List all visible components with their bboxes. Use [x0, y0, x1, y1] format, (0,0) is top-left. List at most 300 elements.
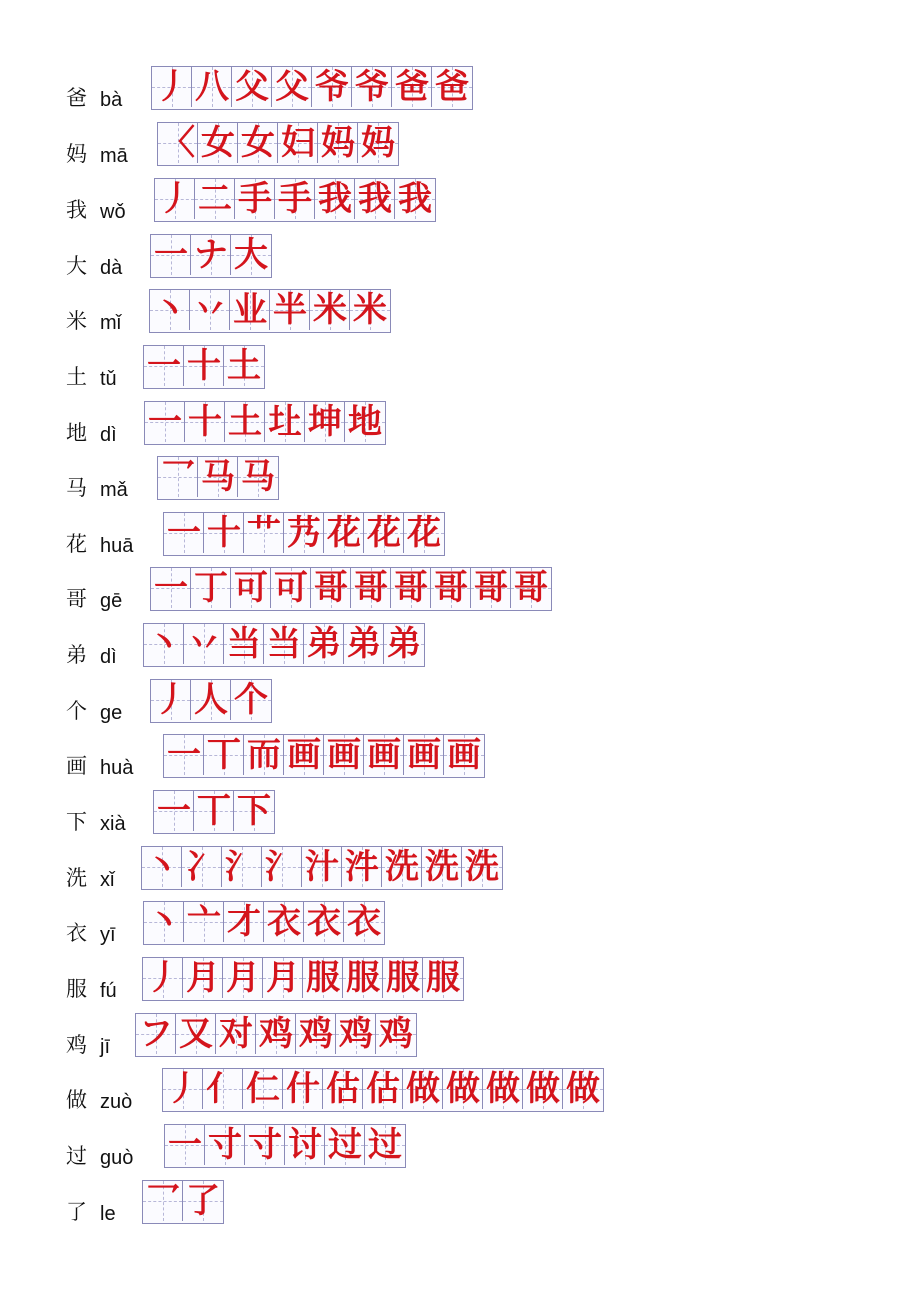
stroke-step-glyph: 画 [327, 735, 361, 775]
pinyin-label: gē [100, 590, 123, 612]
stroke-step-glyph: 冫 [185, 847, 219, 887]
stroke-step-cell [204, 735, 244, 775]
stroke-step-cell [256, 1014, 296, 1054]
stroke-step-cell [191, 680, 231, 720]
stroke-step-cell [190, 290, 230, 330]
stroke-step-cell [183, 1181, 223, 1221]
stroke-step-cell [383, 958, 423, 998]
stroke-step-cell [143, 958, 183, 998]
stroke-step-glyph: 一 [154, 568, 188, 608]
stroke-step-glyph: 丅 [207, 735, 241, 775]
stroke-step-cell [204, 513, 244, 553]
stroke-step-cell [231, 680, 271, 720]
stroke-step-glyph: 汼 [345, 847, 379, 887]
stroke-step-glyph: 妇 [281, 123, 315, 163]
stroke-step-cell [310, 290, 350, 330]
stroke-step-glyph: 衣 [307, 902, 341, 942]
character-row [0, 901, 920, 951]
character-label: 个 [66, 699, 87, 723]
stroke-step-cell [304, 624, 344, 664]
stroke-step-cell [443, 1069, 483, 1109]
stroke-step-cell [198, 457, 238, 497]
stroke-step-cell [230, 290, 270, 330]
stroke-order-strip [162, 1068, 604, 1112]
stroke-step-glyph: 丿 [155, 67, 189, 107]
stroke-step-cell [232, 67, 272, 107]
character-label: 我 [66, 198, 87, 222]
character-label: 哥 [66, 587, 87, 611]
stroke-order-strip [150, 567, 552, 611]
stroke-order-strip [150, 679, 272, 723]
stroke-step-cell [483, 1069, 523, 1109]
stroke-step-cell [325, 1125, 365, 1165]
stroke-step-glyph: 土 [227, 346, 261, 386]
stroke-step-glyph: 马 [201, 457, 235, 497]
stroke-step-glyph: 洗 [465, 847, 499, 887]
stroke-step-cell [431, 568, 471, 608]
stroke-step-cell [151, 235, 191, 275]
stroke-order-strip [163, 734, 485, 778]
stroke-step-glyph: 花 [407, 513, 441, 553]
stroke-step-cell [223, 958, 263, 998]
stroke-step-cell [182, 847, 222, 887]
stroke-step-cell [183, 958, 223, 998]
stroke-step-cell [191, 568, 231, 608]
stroke-step-glyph: 丿 [154, 680, 188, 720]
stroke-step-glyph: 艿 [287, 513, 321, 553]
stroke-step-cell [205, 1125, 245, 1165]
stroke-step-cell [150, 290, 190, 330]
character-label: 米 [66, 309, 87, 333]
stroke-step-cell [164, 513, 204, 553]
stroke-step-cell [296, 1014, 336, 1054]
stroke-step-cell [184, 624, 224, 664]
stroke-step-glyph: 〈 [161, 123, 195, 163]
stroke-step-glyph: 过 [368, 1125, 402, 1165]
stroke-step-glyph: 丿 [166, 1069, 200, 1109]
stroke-step-cell [365, 1125, 405, 1165]
stroke-step-cell [224, 624, 264, 664]
stroke-step-cell [344, 902, 384, 942]
character-label: 鸡 [66, 1033, 87, 1057]
stroke-step-glyph: 丶 [145, 847, 179, 887]
stroke-step-glyph: 个 [234, 680, 268, 720]
stroke-step-cell [523, 1069, 563, 1109]
stroke-step-glyph: 鸡 [259, 1014, 293, 1054]
stroke-step-glyph: 我 [398, 179, 432, 219]
stroke-step-cell [364, 735, 404, 775]
stroke-step-cell [244, 735, 284, 775]
character-row [0, 512, 920, 562]
stroke-step-glyph: 画 [287, 735, 321, 775]
stroke-step-cell [312, 67, 352, 107]
stroke-step-glyph: 丅 [197, 791, 231, 831]
stroke-step-cell [364, 513, 404, 553]
stroke-step-cell [351, 568, 391, 608]
stroke-step-cell [185, 402, 225, 442]
stroke-step-cell [191, 235, 231, 275]
stroke-step-glyph: 我 [358, 179, 392, 219]
stroke-step-glyph: 又 [179, 1014, 213, 1054]
stroke-step-glyph: 坤 [308, 402, 342, 442]
stroke-step-cell [224, 902, 264, 942]
stroke-step-cell [275, 179, 315, 219]
stroke-step-glyph: 才 [227, 902, 261, 942]
stroke-step-glyph: 圵 [268, 402, 302, 442]
stroke-step-cell [305, 402, 345, 442]
stroke-step-glyph: 一 [148, 402, 182, 442]
stroke-step-glyph: 下 [237, 791, 271, 831]
stroke-step-glyph: 仁 [246, 1069, 280, 1109]
stroke-step-cell [155, 179, 195, 219]
stroke-step-cell [238, 123, 278, 163]
stroke-step-glyph: 什 [286, 1069, 320, 1109]
stroke-step-glyph: 洗 [385, 847, 419, 887]
stroke-step-cell [315, 179, 355, 219]
stroke-step-glyph: 一 [167, 735, 201, 775]
character-row [0, 567, 920, 617]
stroke-step-cell [323, 1069, 363, 1109]
stroke-step-glyph: 可 [274, 568, 308, 608]
stroke-order-strip [142, 957, 464, 1001]
stroke-step-glyph: 服 [346, 958, 380, 998]
stroke-step-cell [184, 902, 224, 942]
pinyin-label: huà [100, 757, 134, 779]
pinyin-label: huā [100, 535, 134, 557]
stroke-step-cell [283, 1069, 323, 1109]
character-label: 下 [66, 810, 87, 834]
stroke-step-glyph: 服 [386, 958, 420, 998]
stroke-step-glyph: 十 [188, 402, 222, 442]
stroke-step-cell [284, 735, 324, 775]
stroke-step-cell [324, 735, 364, 775]
stroke-step-glyph: 花 [327, 513, 361, 553]
stroke-step-cell [225, 402, 265, 442]
stroke-step-cell [158, 457, 198, 497]
stroke-step-glyph: 洗 [425, 847, 459, 887]
stroke-step-cell [284, 513, 324, 553]
character-row [0, 790, 920, 840]
character-row [0, 957, 920, 1007]
stroke-step-cell [358, 123, 398, 163]
stroke-step-glyph: 当 [227, 624, 261, 664]
character-row [0, 1068, 920, 1118]
stroke-order-strip [142, 1180, 224, 1224]
stroke-step-glyph: 估 [366, 1069, 400, 1109]
character-row [0, 679, 920, 729]
stroke-step-glyph: 月 [266, 958, 300, 998]
character-label: 大 [66, 254, 87, 278]
stroke-step-glyph: 半 [273, 290, 307, 330]
stroke-step-glyph: 丶 [147, 902, 181, 942]
pinyin-label: ge [100, 702, 123, 724]
stroke-order-strip [143, 623, 425, 667]
character-row [0, 734, 920, 784]
stroke-step-glyph: 衣 [347, 902, 381, 942]
stroke-step-cell [264, 624, 304, 664]
stroke-step-glyph: 哥 [354, 568, 388, 608]
character-label: 洗 [66, 866, 87, 890]
stroke-step-glyph: 而 [247, 735, 281, 775]
stroke-step-glyph: 女 [241, 123, 275, 163]
stroke-step-glyph: 丷 [187, 624, 221, 664]
stroke-step-cell [203, 1069, 243, 1109]
stroke-step-glyph: 鸡 [339, 1014, 373, 1054]
stroke-order-strip [150, 234, 272, 278]
stroke-step-cell [304, 902, 344, 942]
character-label: 花 [66, 532, 87, 556]
stroke-step-glyph: 丿 [158, 179, 192, 219]
stroke-step-glyph: 一 [157, 791, 191, 831]
stroke-step-cell [403, 1069, 443, 1109]
pinyin-label: jī [100, 1036, 110, 1058]
character-row [0, 289, 920, 339]
stroke-step-glyph: 乛 [146, 1181, 180, 1221]
stroke-step-cell [263, 958, 303, 998]
stroke-step-glyph: 哥 [514, 568, 548, 608]
stroke-step-cell [355, 179, 395, 219]
character-label: 了 [66, 1200, 87, 1224]
stroke-order-strip [151, 66, 473, 110]
stroke-step-glyph: 做 [566, 1069, 600, 1109]
character-label: 服 [66, 977, 87, 1001]
stroke-step-cell [238, 457, 278, 497]
stroke-step-glyph: 丶 [153, 290, 187, 330]
character-row [0, 456, 920, 506]
pinyin-label: guò [100, 1147, 134, 1169]
stroke-step-glyph: 弟 [387, 624, 421, 664]
stroke-step-glyph: 鸡 [379, 1014, 413, 1054]
stroke-step-glyph: 米 [353, 290, 387, 330]
stroke-step-cell [184, 346, 224, 386]
pinyin-label: mǎ [100, 479, 128, 501]
stroke-step-glyph: 服 [426, 958, 460, 998]
pinyin-label: mǐ [100, 312, 122, 334]
stroke-step-glyph: 父 [235, 67, 269, 107]
stroke-step-cell [423, 958, 463, 998]
stroke-step-glyph: 对 [219, 1014, 253, 1054]
character-label: 弟 [66, 643, 87, 667]
stroke-step-cell [422, 847, 462, 887]
pinyin-label: dà [100, 257, 123, 279]
stroke-step-glyph: 估 [326, 1069, 360, 1109]
stroke-step-cell [363, 1069, 403, 1109]
character-label: 爸 [66, 86, 87, 110]
stroke-step-glyph: 父 [275, 67, 309, 107]
stroke-step-cell [234, 791, 274, 831]
stroke-step-glyph: 画 [407, 735, 441, 775]
stroke-step-cell [143, 1181, 183, 1221]
stroke-step-cell [243, 1069, 283, 1109]
stroke-step-glyph: 服 [306, 958, 340, 998]
stroke-step-cell [244, 513, 284, 553]
stroke-step-glyph: 汁 [305, 847, 339, 887]
stroke-step-cell [235, 179, 275, 219]
stroke-step-glyph: 氵 [265, 847, 299, 887]
character-row [0, 401, 920, 451]
pinyin-label: mā [100, 145, 128, 167]
character-row [0, 66, 920, 116]
stroke-step-glyph: 八 [195, 67, 229, 107]
stroke-step-cell [272, 67, 312, 107]
stroke-step-cell [265, 402, 305, 442]
stroke-step-glyph: 一 [168, 1125, 202, 1165]
stroke-step-glyph: 乛 [161, 457, 195, 497]
stroke-order-strip [157, 456, 279, 500]
stroke-step-cell [142, 847, 182, 887]
stroke-step-glyph: 土 [228, 402, 262, 442]
character-row [0, 234, 920, 284]
stroke-order-strip [154, 178, 436, 222]
character-row [0, 345, 920, 395]
stroke-step-glyph: 丷 [193, 290, 227, 330]
stroke-step-cell [395, 179, 435, 219]
stroke-step-glyph: 爷 [355, 67, 389, 107]
stroke-step-glyph: 十 [187, 346, 221, 386]
stroke-step-cell [270, 290, 310, 330]
stroke-step-cell [245, 1125, 285, 1165]
stroke-step-glyph: 讨 [288, 1125, 322, 1165]
stroke-step-cell [231, 568, 271, 608]
stroke-step-glyph: 衣 [267, 902, 301, 942]
stroke-step-cell [462, 847, 502, 887]
stroke-step-glyph: 丿 [146, 958, 180, 998]
stroke-step-cell [471, 568, 511, 608]
pinyin-label: zuò [100, 1091, 133, 1113]
stroke-step-glyph: 花 [367, 513, 401, 553]
stroke-step-cell [222, 847, 262, 887]
stroke-step-cell [344, 624, 384, 664]
stroke-step-glyph: 寸 [248, 1125, 282, 1165]
stroke-step-cell [278, 123, 318, 163]
stroke-step-glyph: 妈 [361, 123, 395, 163]
stroke-step-glyph: 做 [406, 1069, 440, 1109]
stroke-step-glyph: 月 [186, 958, 220, 998]
stroke-step-cell [352, 67, 392, 107]
stroke-step-cell [144, 624, 184, 664]
stroke-step-glyph: 业 [233, 290, 267, 330]
stroke-step-glyph: 女 [201, 123, 235, 163]
stroke-step-cell [342, 847, 382, 887]
stroke-step-cell [164, 735, 204, 775]
stroke-step-cell [563, 1069, 603, 1109]
stroke-step-cell [343, 958, 383, 998]
character-row [0, 1180, 920, 1230]
stroke-step-cell [145, 402, 185, 442]
stroke-step-cell [444, 735, 484, 775]
stroke-step-glyph: 米 [313, 290, 347, 330]
stroke-step-glyph: 当 [267, 624, 301, 664]
stroke-order-strip [157, 122, 399, 166]
stroke-order-strip [135, 1013, 417, 1057]
stroke-step-cell [224, 346, 264, 386]
stroke-step-cell [152, 67, 192, 107]
stroke-order-strip [141, 846, 503, 890]
stroke-order-strip [144, 401, 386, 445]
character-row [0, 1124, 920, 1174]
stroke-step-cell [511, 568, 551, 608]
stroke-step-glyph: 鸡 [299, 1014, 333, 1054]
stroke-step-cell [195, 179, 235, 219]
character-label: 做 [66, 1088, 87, 1112]
stroke-step-glyph: 可 [234, 568, 268, 608]
stroke-step-cell [158, 123, 198, 163]
stroke-step-cell [302, 847, 342, 887]
stroke-step-cell [404, 513, 444, 553]
stroke-step-glyph: 亠 [187, 902, 221, 942]
stroke-step-cell [262, 847, 302, 887]
stroke-order-strip [143, 901, 385, 945]
stroke-step-glyph: 弟 [347, 624, 381, 664]
character-row [0, 846, 920, 896]
stroke-step-cell [404, 735, 444, 775]
stroke-step-cell [271, 568, 311, 608]
stroke-step-cell [151, 568, 191, 608]
pinyin-label: wǒ [100, 201, 126, 223]
stroke-step-glyph: 爸 [395, 67, 429, 107]
stroke-step-cell [324, 513, 364, 553]
stroke-step-glyph: 过 [328, 1125, 362, 1165]
stroke-step-cell [432, 67, 472, 107]
stroke-step-glyph: 氵 [225, 847, 259, 887]
stroke-step-cell [192, 67, 232, 107]
stroke-step-glyph: 我 [318, 179, 352, 219]
stroke-step-glyph: 哥 [474, 568, 508, 608]
pinyin-label: bà [100, 89, 123, 111]
pinyin-label: yī [100, 924, 116, 946]
stroke-step-cell [144, 902, 184, 942]
stroke-step-glyph: 做 [526, 1069, 560, 1109]
character-label: 过 [66, 1144, 87, 1168]
pinyin-label: le [100, 1203, 116, 1225]
character-label: 地 [66, 421, 87, 445]
stroke-step-cell [194, 791, 234, 831]
stroke-step-glyph: 妈 [321, 123, 355, 163]
character-label: 马 [66, 476, 87, 500]
stroke-step-cell [350, 290, 390, 330]
stroke-order-strip [164, 1124, 406, 1168]
stroke-order-strip [149, 289, 391, 333]
stroke-step-glyph: 画 [367, 735, 401, 775]
stroke-step-glyph: 一 [167, 513, 201, 553]
pinyin-label: dì [100, 424, 117, 446]
stroke-step-cell [165, 1125, 205, 1165]
character-row [0, 623, 920, 673]
stroke-step-cell [303, 958, 343, 998]
stroke-step-cell [376, 1014, 416, 1054]
stroke-step-glyph: フ [139, 1014, 173, 1054]
stroke-order-strip [163, 512, 445, 556]
pinyin-label: xǐ [100, 869, 115, 891]
stroke-step-cell [144, 346, 184, 386]
stroke-step-cell [391, 568, 431, 608]
stroke-step-cell [285, 1125, 325, 1165]
stroke-step-glyph: 亻 [206, 1069, 240, 1109]
stroke-step-cell [311, 568, 351, 608]
character-label: 妈 [66, 142, 87, 166]
stroke-step-glyph: 做 [486, 1069, 520, 1109]
stroke-step-cell [264, 902, 304, 942]
character-label: 土 [66, 365, 87, 389]
character-row [0, 122, 920, 172]
stroke-step-glyph: 地 [348, 402, 382, 442]
stroke-step-cell [345, 402, 385, 442]
stroke-step-glyph: 手 [278, 179, 312, 219]
pinyin-label: xià [100, 813, 126, 835]
stroke-step-glyph: 二 [198, 179, 232, 219]
stroke-step-cell [392, 67, 432, 107]
character-row [0, 1013, 920, 1063]
